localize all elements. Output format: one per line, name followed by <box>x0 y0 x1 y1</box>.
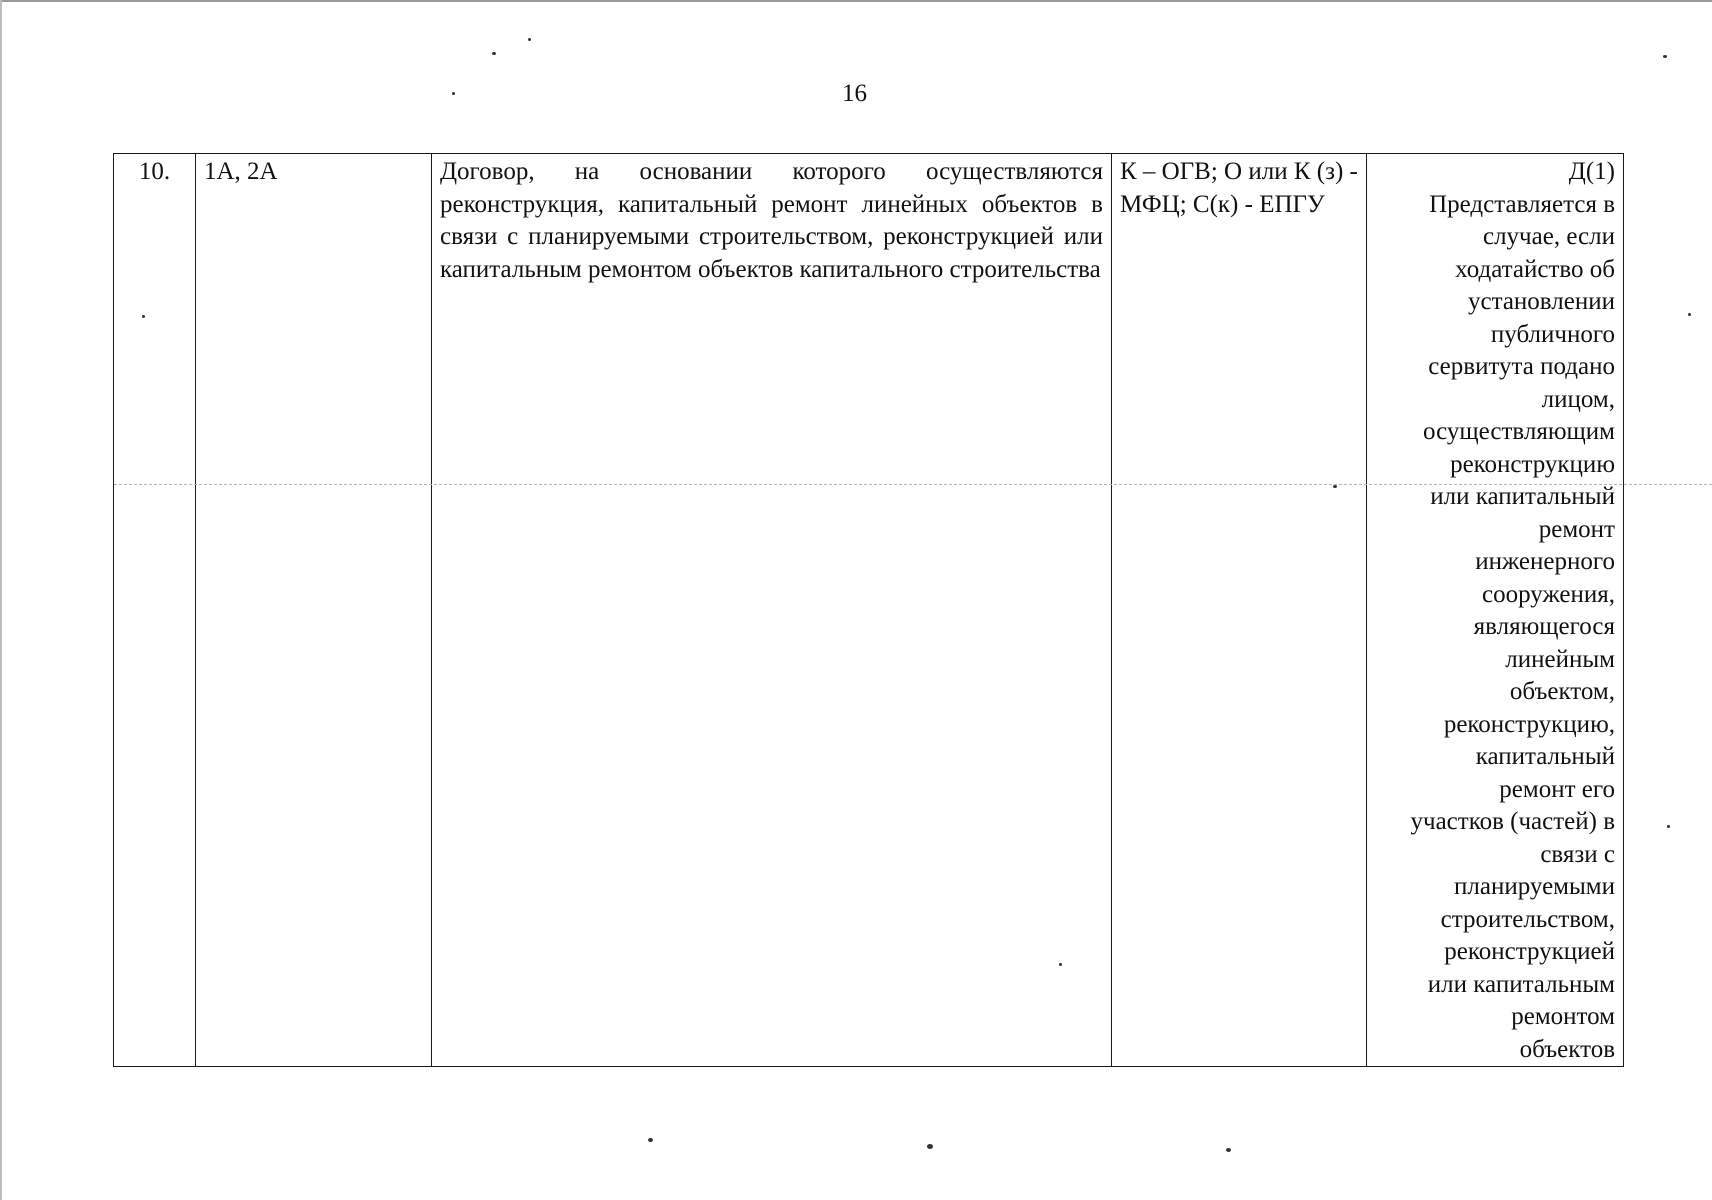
row-note-text: Представляется в случае, если ходатайство об установлении публичного сервитута подано лицом, осуществляющим реконструкцию или капитальный ремонт инженерного сооружения, являющегося линейным объектом, реконструкцию, капитальный ремонт его участков (частей) в связи с планируемыми строительством, реконструкцией или капитальным ремонтом объектов <box>1410 190 1615 1063</box>
scan-speck <box>492 52 496 55</box>
scan-edge-left <box>0 0 2 1200</box>
scan-speck <box>1688 313 1691 316</box>
row-codes-cell <box>196 154 432 1067</box>
row-number-cell <box>114 154 196 1067</box>
row-number: 10. <box>138 158 171 185</box>
row-channels: К – ОГВ; О или К (з) - МФЦ; С(к) - ЕПГУ <box>1120 158 1358 218</box>
scan-speck <box>648 1138 653 1142</box>
scan-fold-line <box>114 484 1712 485</box>
scan-edge-top <box>0 0 1712 2</box>
scan-speck <box>1667 825 1670 828</box>
row-channels-cell <box>1112 154 1367 1067</box>
row-note-cell <box>1367 154 1624 1067</box>
requirements-table <box>113 153 1624 1067</box>
scan-speck <box>1333 485 1337 488</box>
scan-speck <box>528 38 531 41</box>
row-description: Договор, на основании которого осуществляются реконструкция, капитальный ремонт линейных объектов в связи с планируемыми строительством, реконструкцией или капитальным ремонтом объектов капитального строительства <box>440 158 1103 283</box>
table-row <box>114 154 1624 1067</box>
scan-speck <box>1059 963 1062 966</box>
scan-speck <box>927 1144 933 1149</box>
scan-speck <box>142 315 145 318</box>
page-number: 16 <box>842 80 867 107</box>
row-note-code: Д(1) <box>1568 158 1615 185</box>
scan-speck <box>1663 55 1667 58</box>
row-codes: 1А, 2А <box>204 158 278 185</box>
scan-speck <box>452 92 455 95</box>
scan-speck <box>1226 1148 1231 1152</box>
row-description-cell <box>432 154 1112 1067</box>
